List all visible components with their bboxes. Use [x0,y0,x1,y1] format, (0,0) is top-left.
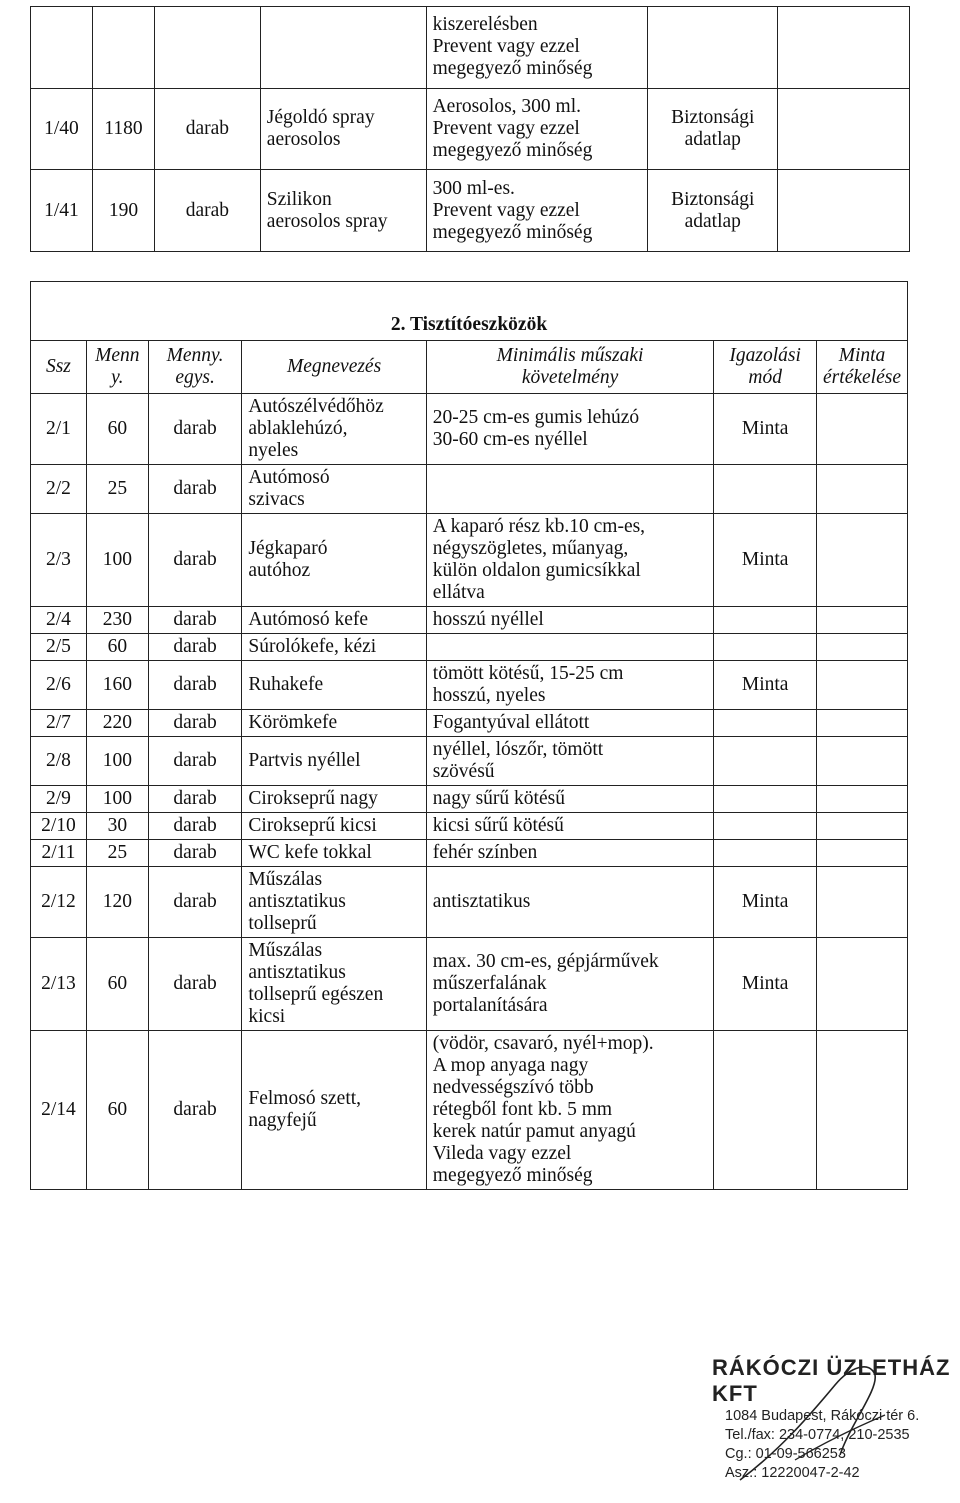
cell-egys: darab [148,867,242,938]
cell-ssz: 2/7 [31,710,87,737]
cell-ssz: 2/4 [31,607,87,634]
cell-igazolas [714,710,817,737]
cell-ssz: 1/40 [31,88,93,170]
cell-ssz: 2/1 [31,394,87,465]
cell-menny: 100 [86,786,148,813]
cell-igazolas [714,813,817,840]
cell-egys: darab [148,394,242,465]
cell-menny: 190 [92,170,154,252]
cell-kovetelmeny: A kaparó rész kb.10 cm-es, négyszögletes, műanyag, külön oldalon gumicsíkkal ellátva [426,514,714,607]
cell-ssz: 2/2 [31,465,87,514]
cell-ssz: 2/8 [31,737,87,786]
section-title: 2. Tisztítóeszközök [31,282,908,341]
cell-ssz: 1/41 [31,170,93,252]
cell-ssz: 2/13 [31,938,87,1031]
cell-ertekeles [778,88,910,170]
cell-igazolas [714,634,817,661]
cell-menny: 30 [86,813,148,840]
cell-ertekeles [817,786,908,813]
cell-egys: darab [148,661,242,710]
cell-kovetelmeny: Fogantyúval ellátott [426,710,714,737]
header-kovetelmeny: Minimális műszaki követelmény [426,341,714,394]
cell-megnevezes: Jégoldó spray aerosolos [260,88,426,170]
cell-kovetelmeny: (vödör, csavaró, nyél+mop). A mop anyaga nagy nedvességszívó több rétegből font kb. 5 mm kerek natúr pamut anyagú Vileda vagy ezzel megegyező minőség [426,1031,714,1190]
cell-ertekeles [817,607,908,634]
table-row [31,7,910,89]
table-row [31,840,908,867]
cell-kovetelmeny [426,465,714,514]
cell-menny: 60 [86,394,148,465]
cell-megnevezes: Cirokseprű nagy [242,786,426,813]
table-row [31,786,908,813]
cell-menny: 25 [86,465,148,514]
table-row [31,607,908,634]
table-row [31,938,908,1031]
cell-igazolas [714,607,817,634]
table-row [31,661,908,710]
cell-igazolas: Minta [714,514,817,607]
table-row [31,394,908,465]
cell-egys: darab [148,737,242,786]
cell-igazolas: Minta [714,661,817,710]
cell-megnevezes [260,7,426,89]
stamp-address: 1084 Budapest, Rákóczi tér 6. [725,1408,920,1424]
cell-igazolas [714,465,817,514]
cell-ertekeles [817,867,908,938]
cell-menny [92,7,154,89]
cell-menny: 60 [86,1031,148,1190]
stamp-asz: Asz.: 12220047-2-42 [725,1465,860,1481]
cell-megnevezes: Műszálas antisztatikus tollseprű [242,867,426,938]
cell-egys: darab [148,938,242,1031]
header-row [31,341,908,394]
cell-ertekeles [817,514,908,607]
stamp-cg: Cg.: 01-09-566253 [725,1446,846,1462]
cell-ssz [31,7,93,89]
table-row [31,88,910,170]
cell-megnevezes: Jégkaparó autóhoz [242,514,426,607]
cell-menny: 230 [86,607,148,634]
cell-ertekeles [817,840,908,867]
cell-ertekeles [817,813,908,840]
cell-kovetelmeny: max. 30 cm-es, gépjárművek műszerfalának portalanítására [426,938,714,1031]
cell-menny: 1180 [92,88,154,170]
cell-megnevezes: Autószélvédőhöz ablaklehúzó, nyeles [242,394,426,465]
cell-igazolas [714,1031,817,1190]
cell-ssz: 2/14 [31,1031,87,1190]
cell-kovetelmeny: antisztatikus [426,867,714,938]
cell-ssz: 2/9 [31,786,87,813]
cell-menny: 120 [86,867,148,938]
cell-egys: darab [148,465,242,514]
header-menny: Menn y. [86,341,148,394]
cell-egys: darab [154,88,260,170]
cell-menny: 160 [86,661,148,710]
cell-megnevezes: Műszálas antisztatikus tollseprű egészen kicsi [242,938,426,1031]
cell-egys: darab [148,607,242,634]
cell-egys: darab [148,1031,242,1190]
cell-ertekeles [817,465,908,514]
cell-ertekeles [817,634,908,661]
cell-menny: 220 [86,710,148,737]
cell-ertekeles [778,170,910,252]
table-row [31,514,908,607]
table-row [31,737,908,786]
cell-igazolas: Biztonsági adatlap [648,170,778,252]
cell-egys: darab [148,634,242,661]
cell-kovetelmeny: hosszú nyéllel [426,607,714,634]
stamp-company-name: RÁKÓCZI ÜZLETHÁZ KFT [712,1355,951,1406]
cell-kovetelmeny: fehér színben [426,840,714,867]
header-ertekeles: Minta értékelése [817,341,908,394]
cell-menny: 60 [86,938,148,1031]
cell-igazolas [648,7,778,89]
cell-egys: darab [154,170,260,252]
header-igazolas: Igazolási mód [714,341,817,394]
cell-megnevezes: Felmosó szett, nagyfejű [242,1031,426,1190]
header-egys: Menny. egys. [148,341,242,394]
cell-menny: 100 [86,737,148,786]
table-row [31,867,908,938]
cell-egys: darab [148,786,242,813]
cell-megnevezes: Autómosó szivacs [242,465,426,514]
cell-megnevezes: Súrolókefe, kézi [242,634,426,661]
section-title-row [31,282,908,341]
cell-megnevezes: Autómosó kefe [242,607,426,634]
header-megnevezes: Megnevezés [242,341,426,394]
cell-ssz: 2/12 [31,867,87,938]
table-row [31,465,908,514]
cell-igazolas [714,737,817,786]
cell-megnevezes: Körömkefe [242,710,426,737]
cleaning-tools-table [30,281,908,1190]
cell-megnevezes: Partvis nyéllel [242,737,426,786]
cell-ertekeles [817,938,908,1031]
cell-ertekeles [817,394,908,465]
cell-kovetelmeny: Aerosolos, 300 ml. Prevent vagy ezzel megegyező minőség [426,88,648,170]
cell-megnevezes: Szilikon aerosolos spray [260,170,426,252]
cell-igazolas: Minta [714,938,817,1031]
cell-megnevezes: WC kefe tokkal [242,840,426,867]
cell-ertekeles [778,7,910,89]
cell-igazolas [714,840,817,867]
table-row [31,634,908,661]
cell-kovetelmeny: tömött kötésű, 15-25 cm hosszú, nyeles [426,661,714,710]
cell-ertekeles [817,1031,908,1190]
cell-ertekeles [817,737,908,786]
cell-kovetelmeny [426,634,714,661]
cell-menny: 25 [86,840,148,867]
table-row [31,813,908,840]
cell-egys: darab [148,514,242,607]
cell-kovetelmeny: 300 ml-es. Prevent vagy ezzel megegyező minőség [426,170,648,252]
cell-igazolas [714,786,817,813]
top-table [30,6,910,252]
cell-kovetelmeny: nyéllel, lószőr, tömött szövésű [426,737,714,786]
cell-kovetelmeny: 20-25 cm-es gumis lehúzó 30-60 cm-es nyéllel [426,394,714,465]
table-row [31,170,910,252]
company-stamp [700,1355,960,1485]
cell-igazolas: Biztonsági adatlap [648,88,778,170]
cell-ssz: 2/10 [31,813,87,840]
cell-igazolas: Minta [714,394,817,465]
cell-egys: darab [148,840,242,867]
cell-egys [154,7,260,89]
cell-ssz: 2/5 [31,634,87,661]
header-ssz: Ssz [31,341,87,394]
cell-kovetelmeny: nagy sűrű kötésű [426,786,714,813]
cleaning-tools-body [31,282,908,1190]
cell-ertekeles [817,710,908,737]
cell-menny: 100 [86,514,148,607]
cell-ssz: 2/3 [31,514,87,607]
cell-kovetelmeny: kiszerelésben Prevent vagy ezzel megegyező minőség [426,7,648,89]
cell-ssz: 2/11 [31,840,87,867]
cell-egys: darab [148,710,242,737]
cell-megnevezes: Ruhakefe [242,661,426,710]
cell-kovetelmeny: kicsi sűrű kötésű [426,813,714,840]
cell-ertekeles [817,661,908,710]
cell-menny: 60 [86,634,148,661]
cell-megnevezes: Cirokseprű kicsi [242,813,426,840]
table-row [31,1031,908,1190]
cell-igazolas: Minta [714,867,817,938]
stamp-telfax: Tel./fax: 234-0774, 210-2535 [725,1427,910,1443]
signature-icon [700,1355,960,1485]
table-row [31,710,908,737]
cell-egys: darab [148,813,242,840]
top-table-body [31,7,910,252]
cell-ssz: 2/6 [31,661,87,710]
